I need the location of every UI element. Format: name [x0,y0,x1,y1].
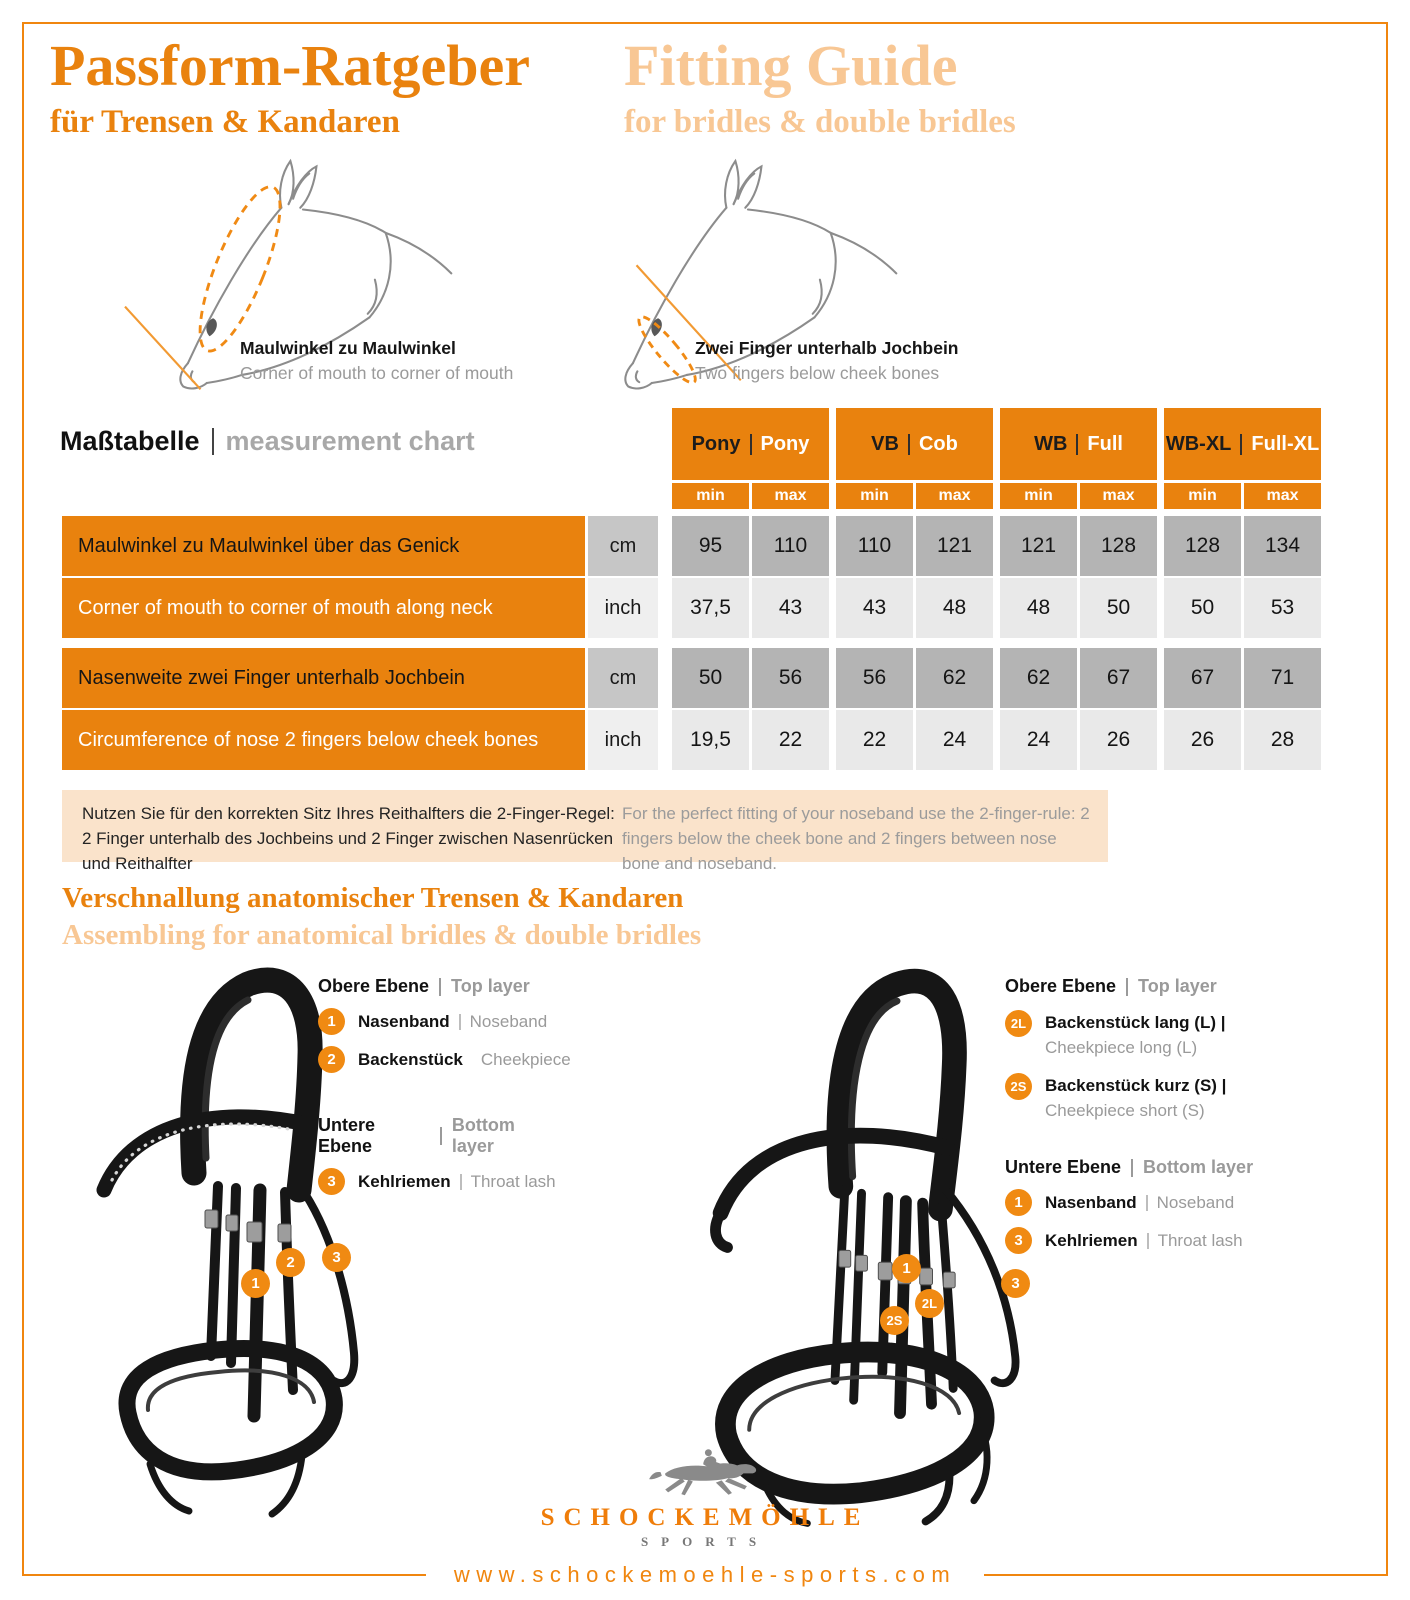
heading-en: Top layer [451,976,530,996]
website-link[interactable]: www.schockemoehle-sports.com [453,1562,957,1587]
heading-en: Bottom layer [1143,1157,1254,1177]
item-de: Backenstück kurz (S) | [1045,1076,1227,1095]
assembly-heading-en: Assembling for anatomical bridles & double bridles [62,919,702,951]
table-cell: 121 [1000,516,1077,576]
table-cell: 56 [752,648,829,708]
page-subtitle-de: für Trensen & Kandaren [50,104,400,140]
item-en: Cheekpiece long (L) [1045,1038,1198,1057]
min-header: min [836,483,913,509]
footer-url-bar [22,1562,1388,1588]
max-header: max [1244,483,1321,509]
unit-cell: inch [588,578,658,638]
size-de: VB [871,432,899,455]
table-cell: 134 [1244,516,1321,576]
caption-de: Zwei Finger unterhalb Jochbein [695,338,959,358]
heading-de: Untere Ebene [1005,1157,1122,1177]
table-cell: 62 [916,648,993,708]
legend-snaffle [318,976,571,1195]
chart-heading [60,426,475,457]
size-de: WB-XL [1165,432,1232,455]
separator-line [1131,1159,1133,1177]
heading-en: Top layer [1138,976,1217,996]
min-header: min [1164,483,1241,509]
separator-line [439,978,441,996]
badge-3: 3 [318,1168,345,1195]
assembly-heading-de: Verschnallung anatomischer Trensen & Kandaren [62,882,684,914]
column-header-pony [672,408,829,480]
table-cell: 50 [1164,578,1241,638]
legend-item-cheekpiece-short [1005,1073,1285,1123]
table-cell: 110 [836,516,913,576]
column-header-cob [836,408,993,480]
unit-cell: cm [588,516,658,576]
table-cell: 67 [1164,648,1241,708]
separator-line [212,428,214,455]
item-en: Noseband [469,1011,548,1031]
table-cell: 56 [836,648,913,708]
separator-line [1146,1195,1148,1211]
table-cell: 26 [1164,710,1241,770]
separator-line [1240,434,1242,455]
separator-line [1147,1233,1149,1249]
table-cell: 28 [1244,710,1321,770]
column-header-full-xl [1164,408,1321,480]
bridle-marker-2L: 2L [915,1289,944,1318]
table-cell: 128 [1164,516,1241,576]
separator-line [1126,978,1128,996]
heading-de: Untere Ebene [318,1115,376,1156]
badge-2S: 2S [1005,1073,1032,1100]
legend-item-throat-lash [318,1168,558,1195]
bridle-marker-3: 3 [1001,1269,1030,1298]
size-en: Cob [918,432,958,455]
legend-item-noseband [1005,1189,1285,1216]
separator-line [440,1127,442,1145]
separator-line [908,434,910,455]
page-subtitle-en: for bridles & double bridles [624,104,1016,140]
badge-1: 1 [1005,1189,1032,1216]
badge-2: 2 [318,1046,345,1073]
table-cell: 50 [1080,578,1157,638]
max-header: max [752,483,829,509]
bridle-marker-2: 2 [276,1248,305,1277]
note-text-de: Nutzen Sie für den korrekten Sitz Ihres Reithalfters die 2-Finger-Regel: 2 Finger unterhalb des Jochbeins und 2 Finger zwischen Nasenrücken und Reithalfter [82,804,615,873]
title-block-english [624,34,1016,142]
row-label-en: Corner of mouth to corner of mouth along neck [62,578,585,638]
min-header: min [1000,483,1077,509]
table-cell: 22 [752,710,829,770]
table-cell: 19,5 [672,710,749,770]
table-cell: 48 [1000,578,1077,638]
legend-bottom-heading [318,1115,558,1157]
border-line-right [984,1574,1388,1576]
table-cell: 67 [1080,648,1157,708]
legend-double-bridle [1005,976,1285,1254]
table-cell: 22 [836,710,913,770]
illustration-caption-1 [240,336,513,386]
page-title-de: Passform-Ratgeber [50,33,530,98]
max-header: max [916,483,993,509]
row-label-en: Circumference of nose 2 fingers below cheek bones [62,710,585,770]
table-cell: 95 [672,516,749,576]
row-label-de: Maulwinkel zu Maulwinkel über das Genick [62,516,585,576]
item-de: Nasenband [358,1011,450,1031]
separator-line [459,1014,461,1030]
assembly-heading [62,880,701,954]
table-cell: 26 [1080,710,1157,770]
row-label-de: Nasenweite zwei Finger unterhalb Jochbein [62,648,585,708]
separator-line [1076,434,1078,455]
legend-item-throat-lash [1005,1227,1285,1254]
legend-top-heading [1005,976,1285,997]
heading-de: Obere Ebene [1005,976,1117,996]
min-header: min [672,483,749,509]
size-en: Pony [760,432,810,455]
table-cell: 50 [672,648,749,708]
badge-1: 1 [318,1008,345,1035]
legend-item-cheekpiece [318,1046,571,1073]
table-cell: 43 [836,578,913,638]
max-header: max [1080,483,1157,509]
badge-3: 3 [1005,1227,1032,1254]
caption-en: Two fingers below cheek bones [695,363,940,383]
brand-name: SCHOCKEMÖHLE [540,1504,870,1531]
two-finger-rule-note [62,790,1108,873]
page-title-en: Fitting Guide [624,33,958,98]
table-cell: 43 [752,578,829,638]
note-text-en: For the perfect fitting of your noseband use the 2-finger-rule: 2 fingers below the cheek bone and 2 fingers between nose bone and noseband. [622,804,1090,873]
chart-heading-de: Maßtabelle [60,426,200,456]
brand-subtitle: SPORTS [640,1534,770,1549]
legend-item-cheekpiece-long [1005,1010,1285,1060]
item-de: Backenstück [358,1049,463,1069]
table-cell: 24 [1000,710,1077,770]
bridle-marker-1: 1 [241,1269,270,1298]
table-cell: 121 [916,516,993,576]
illustration-caption-2 [695,336,959,386]
separator-line [750,434,752,455]
unit-cell: cm [588,648,658,708]
caption-en: Corner of mouth to corner of mouth [240,363,514,383]
table-cell: 128 [1080,516,1157,576]
table-cell: 62 [1000,648,1077,708]
bridle-marker-1: 1 [892,1254,921,1283]
size-de: Pony [691,432,741,455]
table-cell: 48 [916,578,993,638]
legend-top-heading [318,976,558,997]
size-en: Full [1087,432,1123,455]
column-header-full [1000,408,1157,480]
legend-bottom-heading [1005,1157,1285,1178]
badge-2L: 2L [1005,1010,1032,1037]
legend-item-noseband [318,1008,558,1035]
item-de: Kehlriemen [1045,1230,1138,1250]
bridle-marker-2S: 2S [880,1306,909,1335]
heading-en: Bottom layer [451,1115,515,1156]
item-de: Nasenband [1045,1192,1137,1212]
item-en: Throat lash [1157,1230,1243,1250]
title-block-german [50,34,530,142]
table-cell: 71 [1244,648,1321,708]
item-en: Throat lash [470,1171,556,1191]
table-cell: 37,5 [672,578,749,638]
item-en: Cheekpiece short (S) [1045,1101,1205,1120]
item-en: Noseband [1156,1192,1235,1212]
unit-cell: inch [588,710,658,770]
bridle-marker-3: 3 [322,1243,351,1272]
horse-rider-logo-icon [648,1446,763,1502]
table-cell: 110 [752,516,829,576]
table-cell: 53 [1244,578,1321,638]
caption-de: Maulwinkel zu Maulwinkel [240,338,456,358]
chart-heading-en: measurement chart [225,426,475,456]
size-en: Full-XL [1251,432,1320,455]
size-de: WB [1034,432,1068,455]
item-de: Kehlriemen [358,1171,451,1191]
separator-line [460,1174,462,1190]
border-line-left [22,1574,426,1576]
item-en: Cheekpiece [480,1049,571,1069]
item-de: Backenstück lang (L) | [1045,1013,1226,1032]
heading-de: Obere Ebene [318,976,430,996]
table-cell: 24 [916,710,993,770]
